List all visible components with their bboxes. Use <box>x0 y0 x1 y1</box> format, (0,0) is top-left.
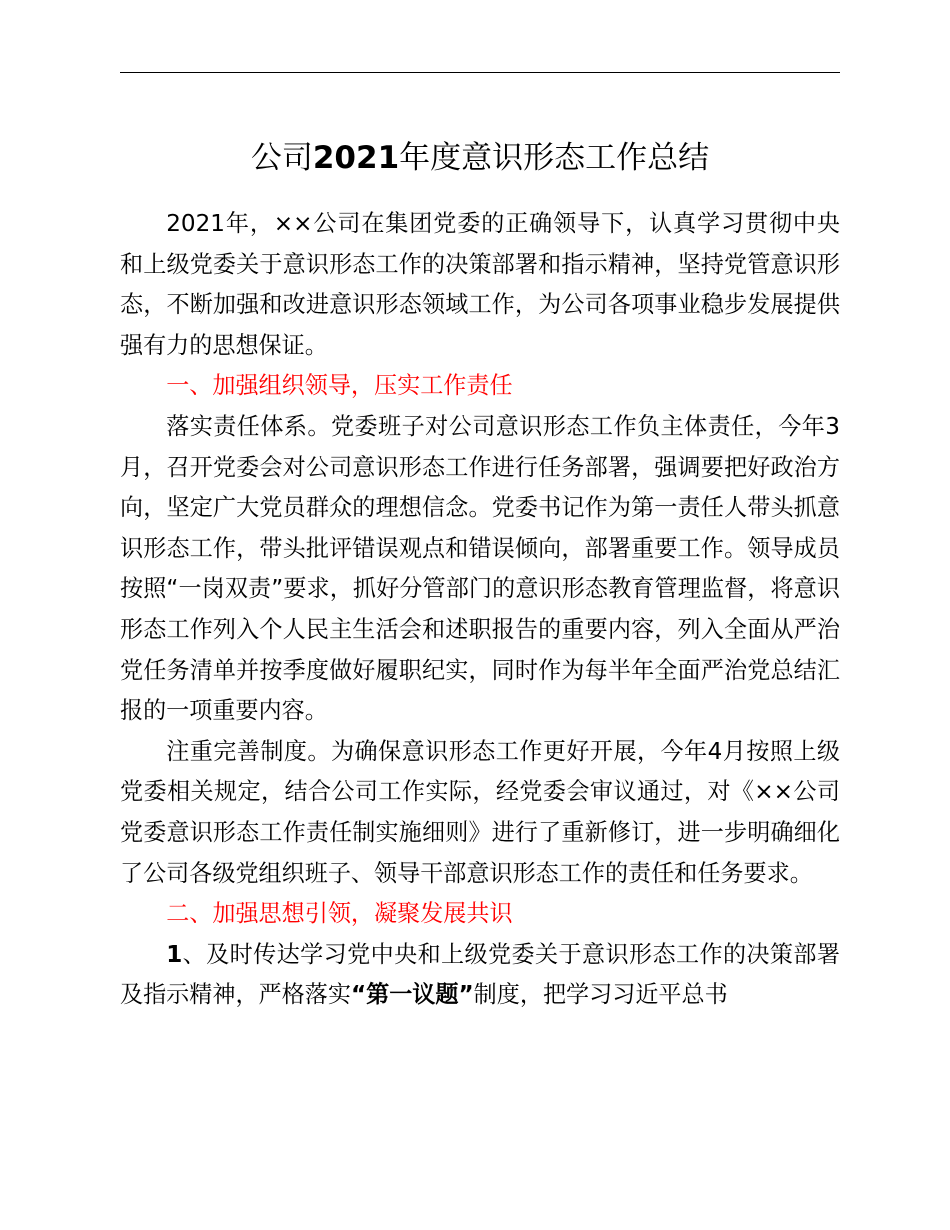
section-2-item-1 <box>120 935 840 1016</box>
section-1-heading: 一、加强组织领导，压实工作责任 <box>166 373 513 400</box>
item-quoted-term: “第一议题” <box>350 982 474 1009</box>
section-2-heading: 二、加强思想引领，凝聚发展共识 <box>166 901 513 928</box>
title-prefix: 公司 <box>250 140 313 176</box>
section-1-paragraph-1: 落实责任体系。党委班子对公司意识形态工作负主体责任，今年3月，召开党委会对公司意识形态工作进行任务部署，强调要把好政治方向，坚定广大党员群众的理想信念。党委书记作为第一责任人带头抓意识形态工作，带头批评错误观点和错误倾向，部署重要工作。领导成员按照“一岗双责”要求，抓好分管部门的意识形态教育管理监督，将意识形态工作列入个人民主生活会和述职报告的重要内容，列入全面从严治党任务清单并按季度做好履职纪实，同时作为每半年全面严治党总结汇报的一项重要内容。 <box>120 413 840 725</box>
item-text-b: 制度，把学习习近平总书 <box>473 982 728 1009</box>
header-rule <box>120 72 840 73</box>
title-year: 2021 <box>312 140 400 176</box>
intro-paragraph: 2021年，××公司在集团党委的正确领导下，认真学习贯彻中央和上级党委关于意识形态工作的决策部署和指示精神，坚持党管意识形态，不断加强和改进意识形态领域工作，为公司各项事业稳步发展提供强有力的思想保证。 <box>120 211 840 359</box>
document-body <box>120 204 840 1016</box>
document-page <box>120 0 840 1230</box>
title-suffix: 年度意识形态工作总结 <box>399 140 710 176</box>
item-text-a: 、及时传达学习党中央和上级党委关于意识形态工作的决策部署及指示精神，严格落实 <box>120 941 840 1009</box>
section-1-paragraph-2: 注重完善制度。为确保意识形态工作更好开展，今年4月按照上级党委相关规定，结合公司工作实际，经党委会审议通过，对《××公司党委意识形态工作责任制实施细则》进行了重新修订，进一步明确细化了公司各级党组织班子、领导干部意识形态工作的责任和任务要求。 <box>120 738 840 887</box>
page-title <box>120 134 840 182</box>
item-number: 1 <box>166 941 183 968</box>
